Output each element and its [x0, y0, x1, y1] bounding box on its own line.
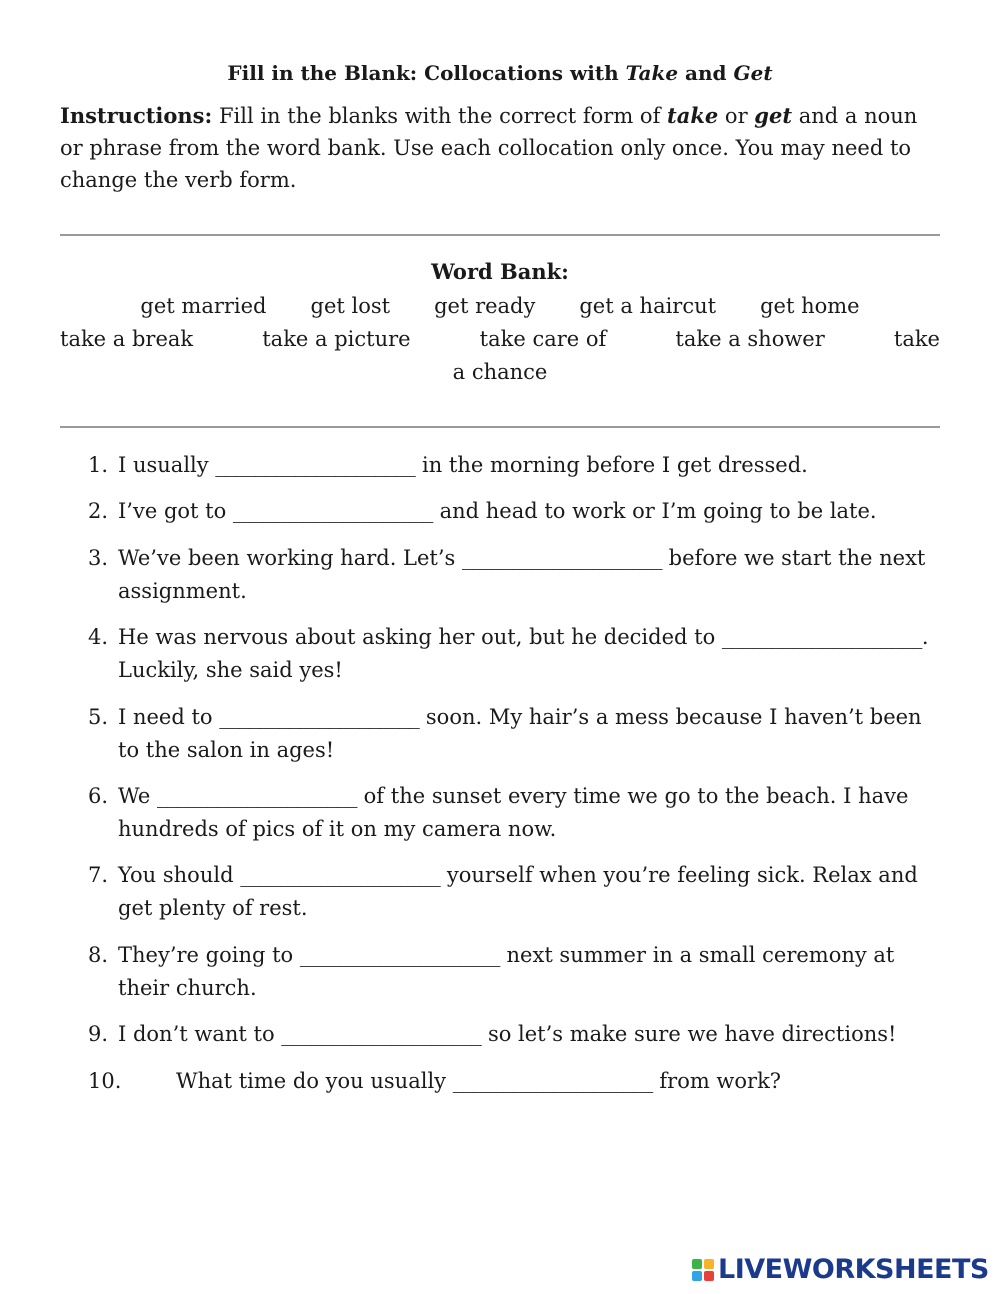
- question-text: We’ve been working hard. Let’s: [118, 545, 462, 570]
- word-bank-item: get lost: [310, 294, 391, 318]
- question-number: 8.: [88, 942, 109, 967]
- word-bank-item: take a shower: [675, 327, 825, 351]
- question-list: [88, 449, 948, 1111]
- question-5: [88, 701, 948, 767]
- word-bank-item: take care of: [479, 327, 607, 351]
- question-text: I don’t want to: [118, 1022, 282, 1047]
- answer-blank[interactable]: ____________________: [232, 499, 433, 524]
- question-4: [88, 621, 948, 687]
- question-number: 6.: [88, 783, 109, 808]
- question-text: I usually: [118, 453, 216, 477]
- question-9: [88, 1018, 948, 1051]
- answer-blank[interactable]: ____________________: [462, 545, 662, 570]
- question-text: from work?: [652, 1068, 782, 1093]
- question-text: You should: [118, 863, 241, 888]
- question-text: I need to: [118, 704, 220, 729]
- title-and: and: [678, 61, 734, 85]
- word-bank-item: get married: [140, 294, 267, 318]
- answer-blank[interactable]: ____________________: [299, 942, 500, 967]
- answer-blank[interactable]: ____________________: [156, 783, 357, 808]
- question-text: in the morning before I get dressed.: [415, 453, 808, 477]
- question-text: We: [118, 783, 157, 808]
- word-bank-row-1: [60, 290, 940, 323]
- question-10: [88, 1065, 948, 1098]
- instructions-text-2: and a noun or phrase from the word bank. Use each collocation only once. You may need to change the verb form.: [60, 104, 918, 192]
- question-number: 5.: [88, 704, 109, 729]
- title-take: Take: [625, 61, 679, 85]
- word-bank-item: take: [893, 327, 940, 351]
- question-number: 3.: [88, 545, 109, 570]
- question-3: [88, 542, 948, 608]
- question-number: 10.: [88, 1068, 122, 1093]
- question-text: What time do you usually: [176, 1068, 453, 1093]
- question-text: . Luckily, she said yes!: [118, 625, 929, 683]
- logo-square: [704, 1271, 714, 1281]
- logo-square: [692, 1271, 702, 1281]
- question-8: [88, 939, 948, 1005]
- word-bank-row-3: a chance: [452, 360, 548, 384]
- word-bank-item: get a haircut: [579, 294, 717, 318]
- liveworksheets-logo: [692, 1255, 989, 1285]
- logo-mark-icon: [692, 1259, 714, 1281]
- question-text: soon. My hair’s a mess because I haven’t been to the salon in ages!: [118, 704, 922, 762]
- instructions-take: take: [667, 103, 719, 128]
- word-bank-title: Word Bank:: [431, 259, 569, 284]
- question-number: 7.: [88, 863, 109, 888]
- logo-square: [704, 1259, 714, 1269]
- title-prefix: Fill in the Blank: Collocations with: [227, 61, 626, 85]
- instructions-or: or: [718, 104, 755, 128]
- logo-square: [692, 1259, 702, 1269]
- instructions: [60, 100, 940, 196]
- word-bank-item: get home: [760, 294, 860, 318]
- question-text: so let’s make sure we have directions!: [481, 1022, 897, 1047]
- divider-top: [60, 234, 940, 236]
- instructions-label: Instructions:: [60, 103, 213, 128]
- answer-blank[interactable]: ____________________: [219, 704, 420, 729]
- question-text: of the sunset every time we go to the beach. I have hundreds of pics of it on my camera now.: [118, 783, 909, 841]
- question-2: [88, 495, 948, 528]
- word-bank-row-2: [60, 323, 940, 356]
- instructions-get: get: [754, 103, 793, 128]
- answer-blank[interactable]: ____________________: [215, 453, 416, 477]
- worksheet-title: [0, 60, 1000, 86]
- title-get: Get: [733, 61, 773, 85]
- question-text: yourself when you’re feeling sick. Relax and get plenty of rest.: [118, 863, 918, 921]
- answer-blank[interactable]: ____________________: [452, 1068, 653, 1093]
- question-7: [88, 859, 948, 925]
- answer-blank[interactable]: ____________________: [721, 625, 922, 650]
- question-number: 4.: [88, 625, 109, 650]
- logo-text: LIVEWORKSHEETS: [718, 1254, 989, 1285]
- question-text: He was nervous about asking her out, but he decided to: [118, 625, 722, 650]
- word-bank-item: get ready: [434, 294, 536, 318]
- answer-blank[interactable]: ____________________: [281, 1022, 482, 1047]
- word-bank-item: take a break: [60, 327, 194, 351]
- question-text: I’ve got to: [118, 499, 233, 524]
- question-number: 9.: [88, 1022, 109, 1047]
- word-bank-item: take a picture: [262, 327, 411, 351]
- answer-blank[interactable]: ____________________: [240, 863, 441, 888]
- question-6: [88, 780, 948, 846]
- question-text: next summer in a small ceremony at their church.: [118, 942, 895, 1000]
- instructions-text-1: Fill in the blanks with the correct form of: [212, 104, 668, 128]
- question-text: They’re going to: [118, 942, 300, 967]
- divider-bottom: [60, 426, 940, 428]
- question-text: before we start the next assignment.: [118, 545, 926, 603]
- question-number: 2.: [88, 499, 109, 524]
- question-1: [88, 449, 948, 482]
- question-number: 1.: [88, 453, 109, 477]
- question-text: and head to work or I’m going to be late.: [432, 499, 877, 524]
